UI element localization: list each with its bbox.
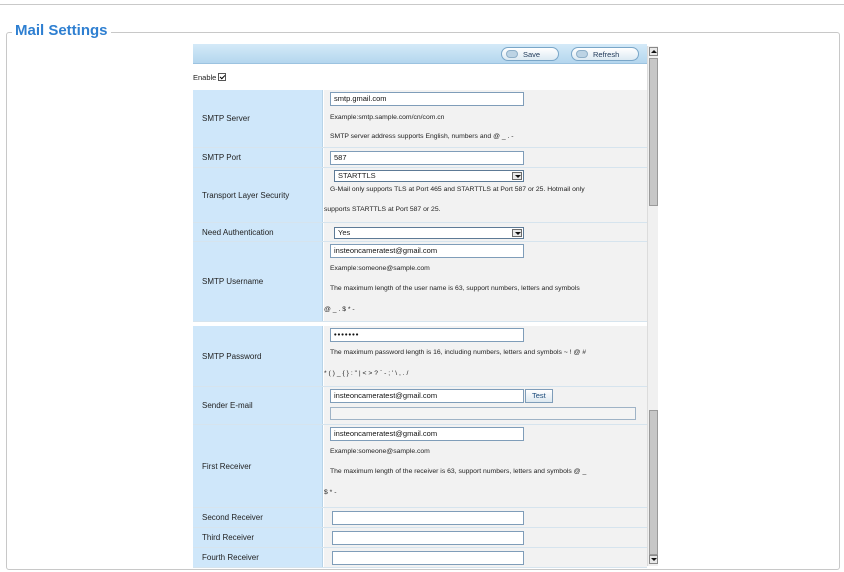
first-receiver-hint-3: $ * - <box>324 489 337 496</box>
chevron-down-icon <box>512 172 522 180</box>
chevron-down-icon <box>512 229 522 237</box>
row-first-receiver <box>193 425 647 508</box>
need-auth-cell <box>324 223 647 241</box>
smtp-server-label: SMTP Server <box>193 90 323 147</box>
enable-checkbox[interactable] <box>218 73 226 81</box>
first-receiver-hint-1: Example:someone@sample.com <box>330 448 430 455</box>
fourth-receiver-label: Fourth Receiver <box>193 548 323 567</box>
row-fourth-receiver <box>193 548 647 568</box>
smtp-password-label: SMTP Password <box>193 326 323 386</box>
row-smtp-username <box>193 242 647 322</box>
refresh-icon <box>576 50 588 58</box>
need-auth-select-value: Yes <box>338 228 351 237</box>
tls-hint-2: supports STARTTLS at Port 587 or 25. <box>324 206 441 213</box>
row-sender-email <box>193 387 647 425</box>
smtp-password-input[interactable]: ••••••• <box>330 328 524 342</box>
smtp-username-hint-2: The maximum length of the user name is 63, support numbers, letters and symbols <box>330 285 580 292</box>
smtp-username-cell <box>324 242 647 321</box>
third-receiver-cell <box>324 528 647 547</box>
toolbar <box>193 44 647 64</box>
fourth-receiver-cell <box>324 548 647 567</box>
top-divider <box>0 4 844 5</box>
sender-email-label: Sender E-mail <box>193 387 323 424</box>
smtp-server-hint-1: Example:smtp.sample.com/cn/com.cn <box>330 114 445 121</box>
first-receiver-label: First Receiver <box>193 425 323 507</box>
smtp-server-cell <box>324 90 647 147</box>
row-smtp-password <box>193 326 647 387</box>
smtp-server-input[interactable]: smtp.gmail.com <box>330 92 524 106</box>
smtp-username-input[interactable]: insteoncameratest@gmail.com <box>330 244 524 258</box>
row-smtp-port <box>193 148 647 168</box>
mail-settings-panel <box>193 44 647 568</box>
need-auth-select[interactable] <box>334 227 524 239</box>
row-need-auth <box>193 223 647 242</box>
third-receiver-label: Third Receiver <box>193 528 323 547</box>
tls-label: Transport Layer Security <box>193 168 323 222</box>
tls-cell <box>324 168 647 222</box>
tls-select[interactable] <box>334 170 524 182</box>
second-receiver-label: Second Receiver <box>193 508 323 527</box>
smtp-password-hint-1: The maximum password length is 16, including numbers, letters and symbols ~ ! @ # <box>330 349 587 356</box>
smtp-username-label: SMTP Username <box>193 242 323 321</box>
first-receiver-cell <box>324 425 647 507</box>
smtp-password-hint-2: * ( ) _ { } : " | < > ? ` - ; ' \ , . / <box>324 370 409 377</box>
save-label: Save <box>523 49 541 59</box>
first-receiver-input[interactable]: insteoncameratest@gmail.com <box>330 427 524 441</box>
second-receiver-input[interactable] <box>332 511 524 525</box>
smtp-username-hint-3: @ _ . $ * - <box>324 306 355 313</box>
section-title: Mail Settings <box>12 22 111 39</box>
scroll-up-arrow-icon[interactable] <box>649 47 658 56</box>
sender-email-input[interactable]: insteoncameratest@gmail.com <box>330 389 524 403</box>
save-button[interactable] <box>501 47 559 61</box>
sender-email-cell <box>324 387 647 424</box>
tls-hint-1: G-Mail only supports TLS at Port 465 and STARTTLS at Port 587 or 25. Hotmail only <box>330 186 585 193</box>
row-tls <box>193 168 647 223</box>
test-result-field <box>330 407 636 420</box>
vertical-scrollbar[interactable] <box>647 46 658 566</box>
row-smtp-server <box>193 90 647 148</box>
scroll-thumb-upper[interactable] <box>649 58 658 206</box>
fourth-receiver-input[interactable] <box>332 551 524 565</box>
smtp-port-cell <box>324 148 647 167</box>
need-auth-label: Need Authentication <box>193 223 323 241</box>
smtp-port-label: SMTP Port <box>193 148 323 167</box>
row-second-receiver <box>193 508 647 528</box>
smtp-username-hint-1: Example:someone@sample.com <box>330 265 430 272</box>
smtp-port-input[interactable]: 587 <box>330 151 524 165</box>
scroll-down-arrow-icon[interactable] <box>649 555 658 564</box>
smtp-password-cell <box>324 326 647 386</box>
second-receiver-cell <box>324 508 647 527</box>
row-third-receiver <box>193 528 647 548</box>
first-receiver-hint-2: The maximum length of the receiver is 63, support numbers, letters and symbols @ _ <box>330 468 587 475</box>
refresh-label: Refresh <box>593 49 620 59</box>
test-button[interactable]: Test <box>525 389 553 403</box>
enable-row <box>193 71 226 83</box>
tls-select-value: STARTTLS <box>338 171 376 180</box>
save-icon <box>506 50 518 58</box>
refresh-button[interactable] <box>571 47 639 61</box>
smtp-server-hint-2: SMTP server address supports English, numbers and @ _ . - <box>330 133 514 140</box>
third-receiver-input[interactable] <box>332 531 524 545</box>
scroll-thumb-lower[interactable] <box>649 410 658 555</box>
enable-label: Enable <box>193 72 217 82</box>
